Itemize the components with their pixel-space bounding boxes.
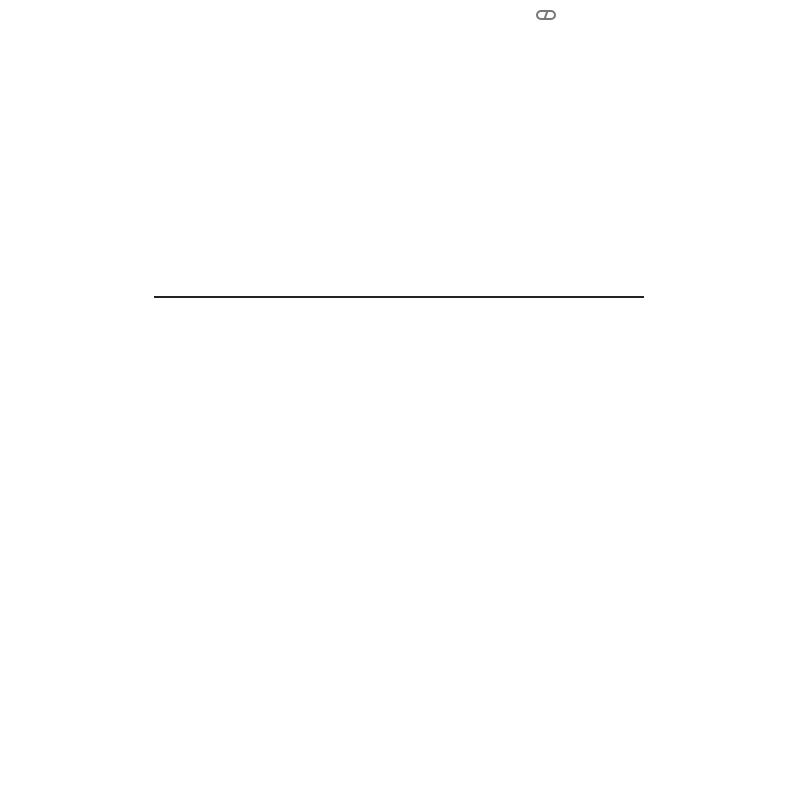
section-divider — [154, 296, 644, 308]
aminogram-header — [154, 308, 644, 352]
label-header — [154, 0, 644, 46]
supplement-facts-label — [154, 0, 644, 800]
tablet-icon — [536, 10, 556, 20]
